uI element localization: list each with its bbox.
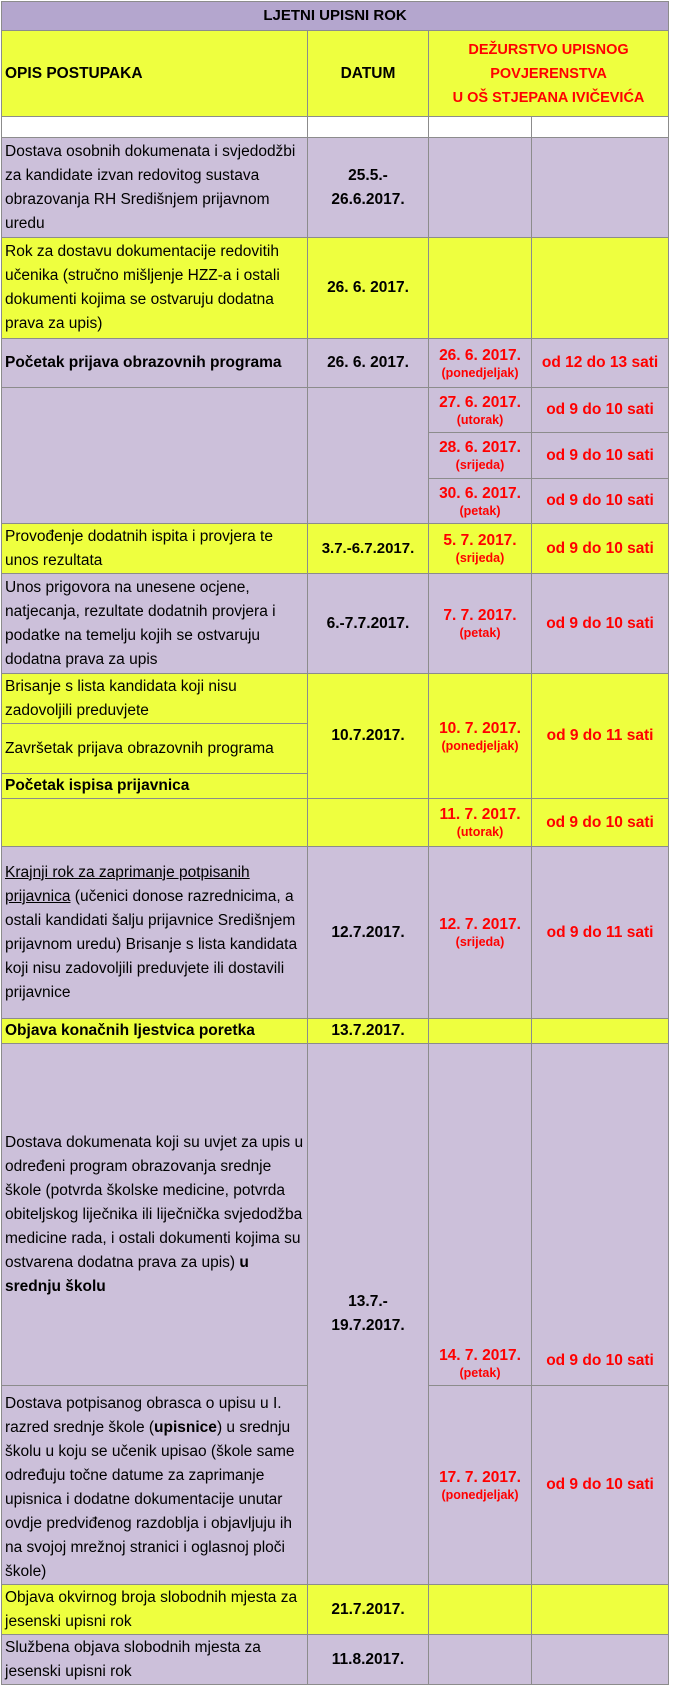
dezurstvo-date: 10. 7. 2017. (ponedjeljak) <box>429 674 532 799</box>
table-row <box>2 138 669 238</box>
dezurstvo-date: 7. 7. 2017. (petak) <box>429 574 532 674</box>
dezurstvo-time: od 9 do 10 sati <box>532 479 669 524</box>
dezurstvo-date: 14. 7. 2017. (petak) <box>429 1044 532 1386</box>
dezurstvo-time: od 9 do 11 sati <box>532 674 669 799</box>
dezurstvo-date: 17. 7. 2017. (ponedjeljak) <box>429 1386 532 1585</box>
dezurstvo-time: od 9 do 10 sati <box>532 799 669 847</box>
row-opis: Početak ispisa prijavnica <box>2 774 308 799</box>
dezurstvo-date: 5. 7. 2017. (srijeda) <box>429 524 532 574</box>
row-opis: Rok za dostavu dokumentacije redovitih učenika (stručno mišljenje HZZ-a i ostali dokumenti kojima se ostvaruju dodatna prava za upis) <box>2 238 308 339</box>
table-row <box>2 674 669 724</box>
row-datum: 21.7.2017. <box>308 1585 429 1635</box>
dezurstvo-time: od 12 do 13 sati <box>532 339 669 388</box>
dezurstvo-time: od 9 do 10 sati <box>532 1386 669 1585</box>
dezurstvo-date: 28. 6. 2017. (srijeda) <box>429 433 532 479</box>
row-datum: 6.-7.7.2017. <box>308 574 429 674</box>
table-row <box>2 238 669 339</box>
dezurstvo-time: od 9 do 10 sati <box>532 1044 669 1386</box>
table-row <box>2 847 669 1019</box>
header-datum: DATUM <box>308 31 429 117</box>
row-opis: Dostava dokumenata koji su uvjet za upis u određeni program obrazovanja srednje škole (potvrda školske medicine, potvrda obiteljskog liječnika ili liječnička svjedodžba medicine rada, i ostali dokumenti kojima su ostvarena dodatna prava za upis) u srednju školu <box>2 1044 308 1386</box>
row-opis: Unos prigovora na unesene ocjene, natjecanja, rezultate dodatnih provjera i podatke na temelju kojih se ostvaruju dodatna prava za upis <box>2 574 308 674</box>
row-datum: 13.7.2017. <box>308 1019 429 1044</box>
row-datum: 25.5.- 26.6.2017. <box>308 138 429 238</box>
row-opis: Službena objava slobodnih mjesta za jesenski upisni rok <box>2 1635 308 1685</box>
row-opis: Objava konačnih ljestvica poretka <box>2 1019 308 1044</box>
table-title: LJETNI UPISNI ROK <box>2 2 669 31</box>
row-datum: 3.7.-6.7.2017. <box>308 524 429 574</box>
spacer-row <box>2 117 669 138</box>
dezurstvo-date: 11. 7. 2017. (utorak) <box>429 799 532 847</box>
table-row <box>2 1044 669 1386</box>
dezurstvo-time: od 9 do 10 sati <box>532 524 669 574</box>
table-row <box>2 1585 669 1635</box>
row-opis: Završetak prijava obrazovnih programa <box>2 724 308 774</box>
row-opis: Objava okvirnog broja slobodnih mjesta za jesenski upisni rok <box>2 1585 308 1635</box>
header-dezurstvo: DEŽURSTVO UPISNOG POVJERENSTVA U OŠ STJEPANA IVIČEVIĆA <box>429 31 669 117</box>
dezurstvo-date: 27. 6. 2017. (utorak) <box>429 388 532 433</box>
row-datum: 12.7.2017. <box>308 847 429 1019</box>
row-datum: 26. 6. 2017. <box>308 238 429 339</box>
table-row <box>2 1019 669 1044</box>
row-opis: Provođenje dodatnih ispita i provjera te unos rezultata <box>2 524 308 574</box>
table-row <box>2 574 669 674</box>
row-opis: Dostava osobnih dokumenata i svjedodžbi za kandidate izvan redovitog sustava obrazovanja RH Središnjem prijavnom uredu <box>2 138 308 238</box>
dezurstvo-time: od 9 do 10 sati <box>532 574 669 674</box>
row-opis: Brisanje s lista kandidata koji nisu zadovoljili preduvjete <box>2 674 308 724</box>
row-datum: 11.8.2017. <box>308 1635 429 1685</box>
table-row <box>2 1635 669 1685</box>
row-datum: 26. 6. 2017. <box>308 339 429 388</box>
table-row <box>2 388 669 433</box>
upisni-rok-table <box>1 1 669 1685</box>
row-opis: Krajnji rok za zaprimanje potpisanih prijavnica (učenici donose razrednicima, a ostali kandidati šalju prijavnice Središnjem prijavnom uredu) Brisanje s lista kandidata koji nisu zadovoljili preduvjete ili dostavili prijavnice <box>2 847 308 1019</box>
row-datum: 13.7.- 19.7.2017. <box>308 1044 429 1585</box>
dezurstvo-time: od 9 do 10 sati <box>532 433 669 479</box>
table-row <box>2 799 669 847</box>
dezurstvo-time: od 9 do 10 sati <box>532 388 669 433</box>
dezurstvo-date: 26. 6. 2017. (ponedjeljak) <box>429 339 532 388</box>
row-opis: Dostava potpisanog obrasca o upisu u I. razred srednje škole (upisnice) u srednju školu u koju se učenik upisao (škole same određuju točne datume za zaprimanje upisnica i dodatne dokumentacije unutar ovdje predviđenog razdoblja i objavljuju ih na svojoj mrežnoj stranici i oglasnoj ploči škole) <box>2 1386 308 1585</box>
row-opis: Početak prijava obrazovnih programa <box>2 339 308 388</box>
table-row <box>2 339 669 388</box>
dezurstvo-date: 30. 6. 2017. (petak) <box>429 479 532 524</box>
table-row <box>2 524 669 574</box>
row-datum: 10.7.2017. <box>308 674 429 799</box>
header-opis: OPIS POSTUPAKA <box>2 31 308 117</box>
dezurstvo-time: od 9 do 11 sati <box>532 847 669 1019</box>
dezurstvo-date: 12. 7. 2017. (srijeda) <box>429 847 532 1019</box>
